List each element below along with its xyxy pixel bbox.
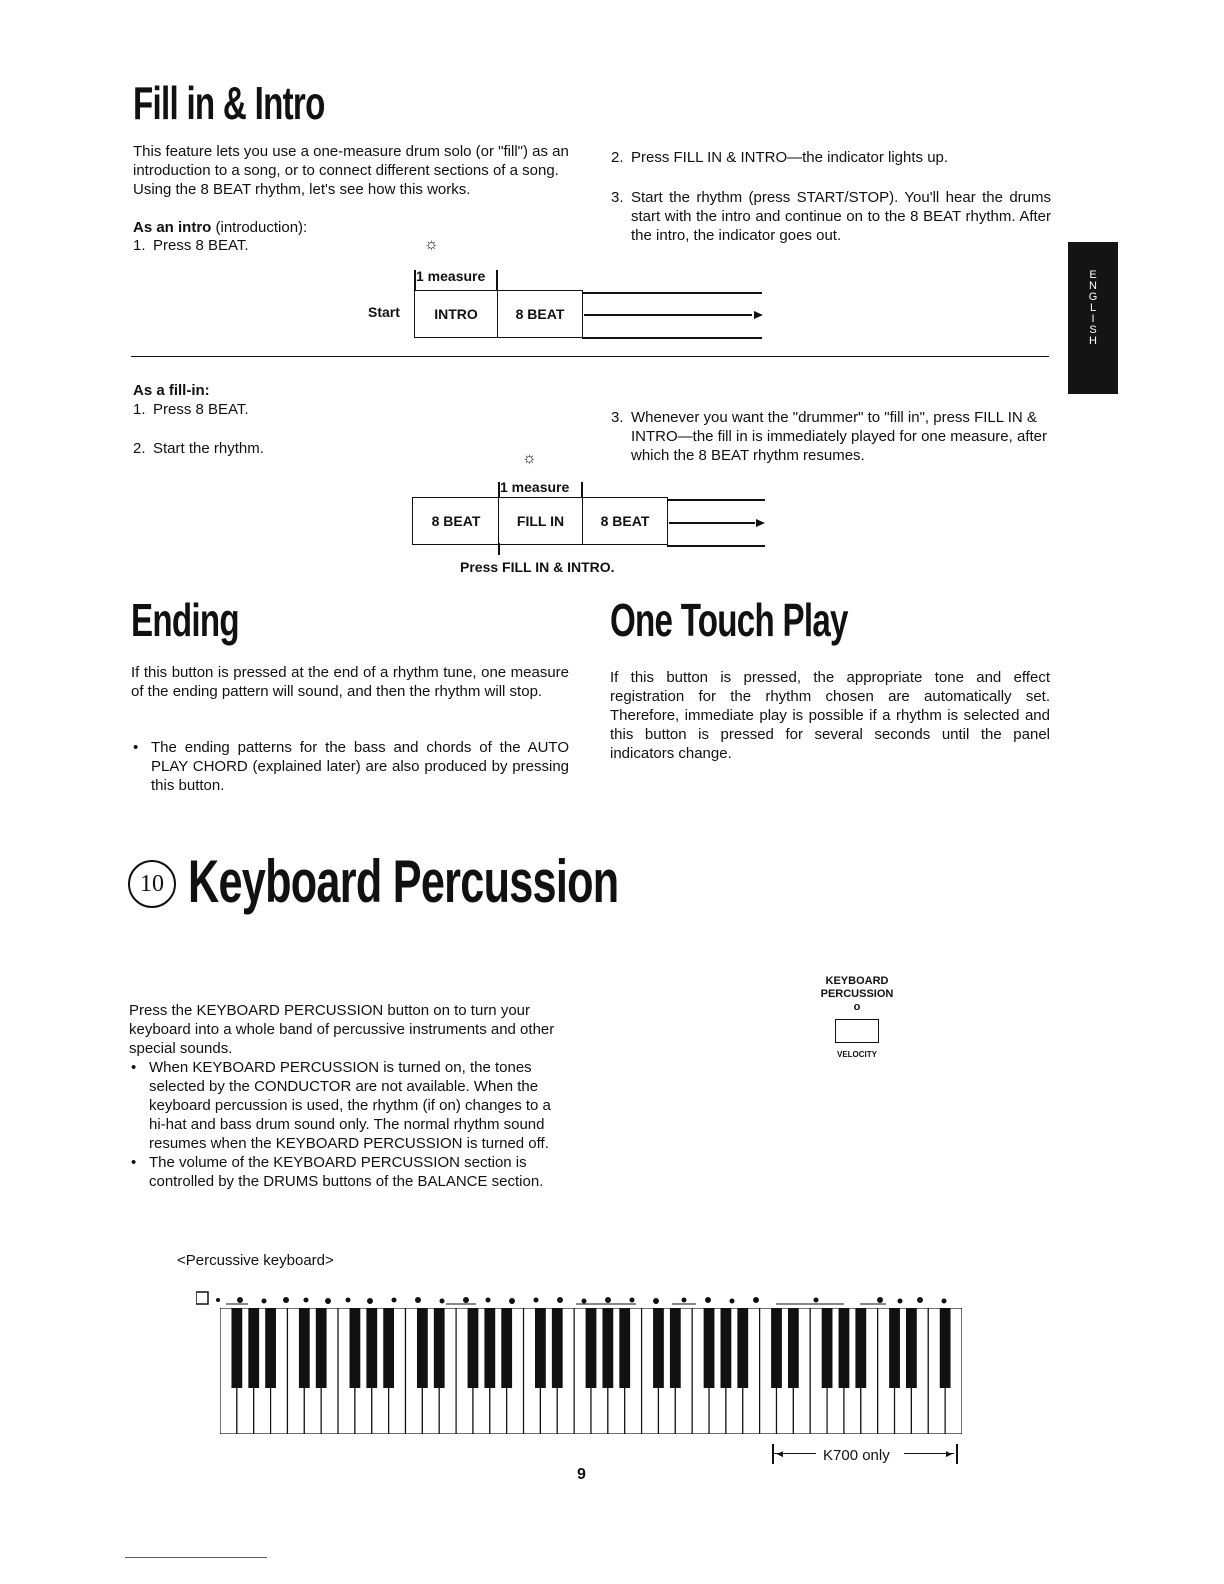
- timeline-arrow-icon: [754, 311, 763, 319]
- indicator-light-icon: ☼: [424, 236, 439, 253]
- as-intro-heading: As an intro (introduction):: [133, 219, 308, 236]
- black-key: [383, 1308, 394, 1388]
- intro-step-3: 3. Start the rhythm (press START/STOP). You'll hear the drums start with the intro and continue on to the 8 BEAT rhythm. After the intro, the indicator goes out.: [611, 189, 1051, 244]
- keyboard-keys: [220, 1308, 962, 1434]
- velocity-label: VELOCITY: [836, 1050, 877, 1059]
- black-key: [248, 1308, 259, 1388]
- black-key: [350, 1308, 361, 1388]
- ending-paragraph: If this button is pressed at the end of a rhythm tune, one measure of the ending pattern will sound, and then the rhythm will stop.: [131, 664, 569, 700]
- black-key: [265, 1308, 276, 1388]
- keyboard-percussion-bullet: • The volume of the KEYBOARD PERCUSSION section is controlled by the DRUMS buttons of the BALANCE section.: [129, 1153, 567, 1191]
- black-key: [855, 1308, 866, 1388]
- fill-in-box: FILL IN: [498, 497, 583, 545]
- keyboard-percussion-bullet: • When KEYBOARD PERCUSSION is turned on, the tones selected by the CONDUCTOR are not available. When the keyboard percussion is used, the rhythm (if on) changes to a hi-hat and bass drum sound only. The normal rhythm sound resumes when the KEYBOARD PERCUSSION is turned off.: [129, 1058, 567, 1153]
- black-key: [231, 1308, 242, 1388]
- black-key: [316, 1308, 327, 1388]
- start-label: Start: [368, 304, 400, 320]
- left-arrow-icon: ◄: [775, 1449, 785, 1460]
- fill-in-intro-paragraph: This feature lets you use a one-measure drum solo (or "fill") as an introduction to a song, or to connect different sections of a song. Using the 8 BEAT rhythm, let's see how this works.: [133, 143, 569, 198]
- black-key: [602, 1308, 613, 1388]
- footer-rule: [125, 1557, 267, 1558]
- black-key: [552, 1308, 563, 1388]
- language-tab-label: E N G L I S H: [1088, 269, 1098, 347]
- panel-button-label: KEYBOARD PERCUSSION o: [820, 975, 894, 1013]
- fill-step-1: 1. Press 8 BEAT.: [133, 401, 249, 418]
- section-number-badge: 10: [128, 860, 176, 908]
- black-key: [670, 1308, 681, 1388]
- black-key: [501, 1308, 512, 1388]
- ending-bullets: [131, 738, 569, 795]
- as-fill-heading: As a fill-in:: [133, 382, 210, 399]
- indicator-light-icon: ☼: [522, 450, 537, 467]
- ending-title: Ending: [131, 594, 239, 646]
- 8beat-box: 8 BEAT: [582, 497, 668, 545]
- right-arrow-icon: ►: [944, 1449, 954, 1460]
- language-tab: [1068, 242, 1118, 394]
- one-touch-play-title: One Touch Play: [610, 594, 848, 646]
- page-number: 9: [577, 1466, 586, 1483]
- section-divider: [131, 356, 1049, 357]
- black-key: [366, 1308, 377, 1388]
- black-key: [889, 1308, 900, 1388]
- black-key: [653, 1308, 664, 1388]
- k700-only-label: K700 only: [823, 1447, 890, 1464]
- black-key: [737, 1308, 748, 1388]
- black-key: [299, 1308, 310, 1388]
- 8beat-box: 8 BEAT: [412, 497, 500, 545]
- percussive-keyboard: [220, 1308, 962, 1434]
- ending-bullet: • The ending patterns for the bass and chords of the AUTO PLAY CHORD (explained later) are also produced by pressing this button.: [131, 738, 569, 795]
- keyboard-percussion-bullets: [129, 1058, 567, 1191]
- black-key: [906, 1308, 917, 1388]
- percussion-symbols-row: [196, 1288, 956, 1308]
- black-key: [788, 1308, 799, 1388]
- press-fill-caption: Press FILL IN & INTRO.: [460, 559, 615, 575]
- intro-box: INTRO: [414, 290, 498, 338]
- 8beat-box: 8 BEAT: [497, 290, 583, 338]
- black-key: [468, 1308, 479, 1388]
- intro-step-2: 2. Press FILL IN & INTRO—the indicator lights up.: [611, 149, 949, 166]
- black-key: [839, 1308, 850, 1388]
- fill-step-3: 3. Whenever you want the "drummer" to "fill in", press FILL IN & INTRO—the fill in is immediately played for one measure, after which the 8 BEAT rhythm resumes.: [611, 409, 1047, 464]
- fill-step-2: 2. Start the rhythm.: [133, 440, 264, 457]
- percussion-symbols-icon: [196, 1288, 956, 1308]
- intro-step-1: 1. Press 8 BEAT.: [133, 237, 249, 254]
- one-touch-play-paragraph: If this button is pressed, the appropriate tone and effect registration for the rhythm chosen are automatically set. Therefore, immediate play is possible if a rhythm is selected and this button is pressed for several seconds until the panel indicators change.: [610, 669, 1050, 762]
- black-key: [434, 1308, 445, 1388]
- measure-bracket-label: 1 measure: [416, 268, 486, 284]
- keyboard-percussion-title: Keyboard Percussion: [188, 848, 619, 915]
- press-pointer-line: [498, 543, 500, 555]
- black-key: [417, 1308, 428, 1388]
- black-key: [704, 1308, 715, 1388]
- keyboard-percussion-button[interactable]: [835, 1019, 879, 1043]
- black-key: [771, 1308, 782, 1388]
- black-key: [721, 1308, 732, 1388]
- fill-in-intro-title: Fill in & Intro: [133, 77, 325, 129]
- black-key: [619, 1308, 630, 1388]
- black-key: [822, 1308, 833, 1388]
- black-key: [535, 1308, 546, 1388]
- k700-range-end: [956, 1444, 958, 1464]
- timeline-arrow-icon: [756, 519, 765, 527]
- keyboard-percussion-paragraph: Press the KEYBOARD PERCUSSION button on to turn your keyboard into a whole band of percussive instruments and other special sounds.: [129, 1002, 555, 1057]
- percussive-keyboard-caption: <Percussive keyboard>: [177, 1252, 334, 1269]
- measure-bracket-label: 1 measure: [500, 479, 570, 495]
- black-key: [484, 1308, 495, 1388]
- black-key: [940, 1308, 951, 1388]
- black-key: [586, 1308, 597, 1388]
- k700-range-start: [772, 1444, 774, 1464]
